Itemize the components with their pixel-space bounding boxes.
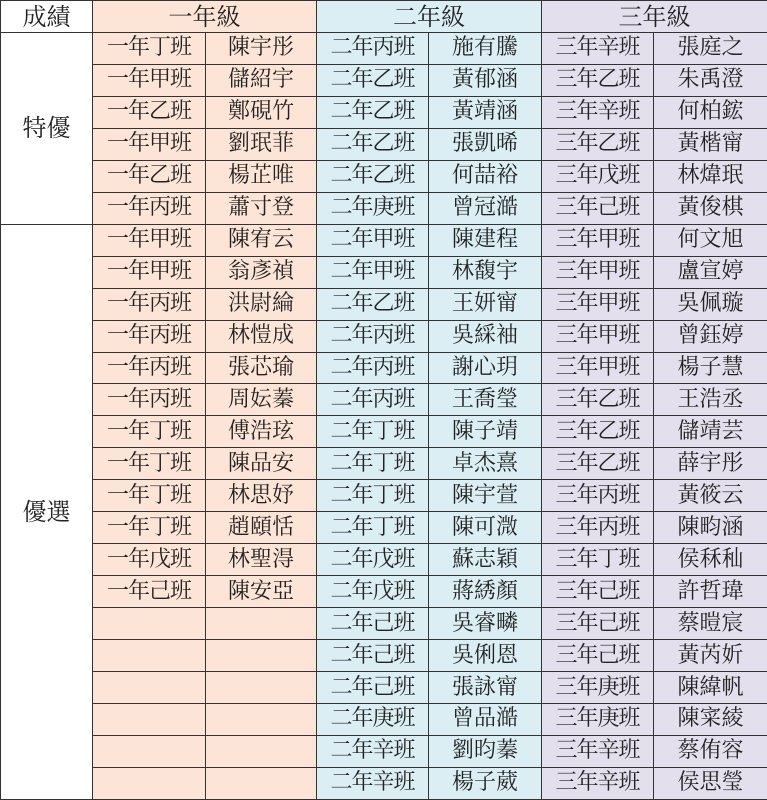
class-cell — [93, 735, 206, 767]
class-cell: 一年丁班 — [93, 448, 206, 480]
class-cell: 三年乙班 — [542, 64, 654, 96]
student-name-cell: 鄭硯竹 — [206, 96, 317, 128]
table-row — [1, 672, 767, 704]
table-row — [1, 767, 767, 799]
class-cell: 二年戊班 — [317, 576, 429, 608]
student-name-cell: 陳安亞 — [206, 576, 317, 608]
student-name-cell: 蔣綉顏 — [429, 576, 542, 608]
class-cell: 一年甲班 — [93, 64, 206, 96]
class-cell: 二年丁班 — [317, 480, 429, 512]
class-cell: 二年乙班 — [317, 64, 429, 96]
class-cell: 三年乙班 — [542, 416, 654, 448]
table-row — [1, 480, 767, 512]
table-body — [1, 33, 767, 800]
student-name-cell: 薛宇彤 — [654, 448, 767, 480]
class-cell: 二年丁班 — [317, 448, 429, 480]
class-cell: 二年甲班 — [317, 256, 429, 288]
student-name-cell: 蔡侑容 — [654, 735, 767, 767]
student-name-cell: 曾品澔 — [429, 704, 542, 736]
class-cell: 三年辛班 — [542, 96, 654, 128]
class-cell: 一年乙班 — [93, 160, 206, 192]
class-cell: 二年乙班 — [317, 128, 429, 160]
student-name-cell — [206, 704, 317, 736]
class-cell: 一年乙班 — [93, 96, 206, 128]
student-name-cell: 謝心玥 — [429, 352, 542, 384]
class-cell: 一年丁班 — [93, 416, 206, 448]
table-row — [1, 33, 767, 65]
class-cell: 一年丙班 — [93, 288, 206, 320]
student-name-cell: 楊芷唯 — [206, 160, 317, 192]
student-name-cell: 吳綵袖 — [429, 320, 542, 352]
student-name-cell: 卓杰熹 — [429, 448, 542, 480]
class-cell: 二年丙班 — [317, 384, 429, 416]
class-cell: 三年己班 — [542, 576, 654, 608]
class-cell: 三年丁班 — [542, 544, 654, 576]
class-cell: 一年丙班 — [93, 320, 206, 352]
class-cell: 三年己班 — [542, 608, 654, 640]
table-row — [1, 608, 767, 640]
class-cell: 二年辛班 — [317, 735, 429, 767]
student-name-cell — [206, 640, 317, 672]
class-cell: 一年甲班 — [93, 128, 206, 160]
class-cell: 二年庚班 — [317, 192, 429, 224]
student-name-cell: 黃楷甯 — [654, 128, 767, 160]
class-cell: 一年戊班 — [93, 544, 206, 576]
class-cell: 三年乙班 — [542, 128, 654, 160]
class-cell — [93, 608, 206, 640]
student-name-cell: 陳宥云 — [206, 224, 317, 256]
table-row — [1, 192, 767, 224]
table-row — [1, 576, 767, 608]
student-name-cell: 蔡暟宸 — [654, 608, 767, 640]
class-cell: 二年丙班 — [317, 352, 429, 384]
class-cell: 三年戊班 — [542, 160, 654, 192]
student-name-cell: 林思妤 — [206, 480, 317, 512]
table-row — [1, 96, 767, 128]
student-name-cell: 劉昀蓁 — [429, 735, 542, 767]
class-cell: 三年甲班 — [542, 224, 654, 256]
class-cell: 三年甲班 — [542, 320, 654, 352]
class-cell: 三年己班 — [542, 192, 654, 224]
table-row — [1, 352, 767, 384]
class-cell: 一年丙班 — [93, 192, 206, 224]
class-cell: 二年乙班 — [317, 96, 429, 128]
header-row — [1, 1, 767, 33]
class-cell: 二年丙班 — [317, 320, 429, 352]
student-name-cell: 張芯瑜 — [206, 352, 317, 384]
student-name-cell: 何柏鋐 — [654, 96, 767, 128]
student-name-cell: 何喆裕 — [429, 160, 542, 192]
class-cell: 三年辛班 — [542, 33, 654, 65]
class-cell: 一年丙班 — [93, 352, 206, 384]
class-cell: 二年己班 — [317, 672, 429, 704]
class-cell: 三年庚班 — [542, 672, 654, 704]
student-name-cell: 趙頤恬 — [206, 512, 317, 544]
student-name-cell — [206, 608, 317, 640]
class-cell: 二年丁班 — [317, 416, 429, 448]
class-cell: 三年乙班 — [542, 448, 654, 480]
student-name-cell: 陳可溦 — [429, 512, 542, 544]
table-row — [1, 224, 767, 256]
class-cell: 二年丁班 — [317, 512, 429, 544]
student-name-cell: 傅浩玹 — [206, 416, 317, 448]
class-cell: 三年庚班 — [542, 704, 654, 736]
table-row — [1, 512, 767, 544]
header-grade-1: 一年級 — [93, 1, 317, 33]
class-cell: 三年辛班 — [542, 735, 654, 767]
student-name-cell: 黃芮妡 — [654, 640, 767, 672]
class-cell — [93, 767, 206, 799]
student-name-cell: 黃俊棋 — [654, 192, 767, 224]
student-name-cell: 張庭之 — [654, 33, 767, 65]
class-cell: 三年甲班 — [542, 352, 654, 384]
student-name-cell: 王妍甯 — [429, 288, 542, 320]
table-row — [1, 448, 767, 480]
class-cell: 三年乙班 — [542, 384, 654, 416]
class-cell: 二年己班 — [317, 640, 429, 672]
table-row — [1, 735, 767, 767]
student-name-cell: 侯思瑩 — [654, 767, 767, 799]
class-cell: 二年己班 — [317, 608, 429, 640]
header-grade-2: 二年級 — [317, 1, 542, 33]
class-cell — [93, 672, 206, 704]
student-name-cell: 曾冠澔 — [429, 192, 542, 224]
class-cell: 三年丙班 — [542, 480, 654, 512]
table-row — [1, 128, 767, 160]
student-name-cell: 王喬瑩 — [429, 384, 542, 416]
student-name-cell: 陳緯帆 — [654, 672, 767, 704]
student-name-cell: 黃靖涵 — [429, 96, 542, 128]
tier-label: 優選 — [1, 224, 93, 799]
student-name-cell: 翁彥禎 — [206, 256, 317, 288]
header-grade-3: 三年級 — [542, 1, 767, 33]
class-cell — [93, 640, 206, 672]
student-name-cell — [206, 767, 317, 799]
student-name-cell: 施有騰 — [429, 33, 542, 65]
class-cell: 一年丁班 — [93, 480, 206, 512]
student-name-cell: 張凱晞 — [429, 128, 542, 160]
class-cell: 二年丙班 — [317, 33, 429, 65]
student-name-cell — [206, 672, 317, 704]
student-name-cell: 林馥宇 — [429, 256, 542, 288]
student-name-cell: 黃筱云 — [654, 480, 767, 512]
class-cell: 一年丁班 — [93, 512, 206, 544]
student-name-cell: 吳俐恩 — [429, 640, 542, 672]
student-name-cell: 侯秝秈 — [654, 544, 767, 576]
student-name-cell: 朱禹澄 — [654, 64, 767, 96]
class-cell: 一年甲班 — [93, 256, 206, 288]
student-name-cell: 林聖淂 — [206, 544, 317, 576]
class-cell: 二年甲班 — [317, 224, 429, 256]
class-cell: 二年乙班 — [317, 160, 429, 192]
student-name-cell: 楊子葳 — [429, 767, 542, 799]
table-row — [1, 64, 767, 96]
student-name-cell: 張詠甯 — [429, 672, 542, 704]
table-row — [1, 544, 767, 576]
student-name-cell: 陳品安 — [206, 448, 317, 480]
header-category: 成績 — [1, 1, 93, 33]
student-name-cell: 何文旭 — [654, 224, 767, 256]
student-name-cell: 許哲瑋 — [654, 576, 767, 608]
class-cell: 二年庚班 — [317, 704, 429, 736]
student-name-cell: 陳宇萱 — [429, 480, 542, 512]
table-row — [1, 640, 767, 672]
class-cell: 一年己班 — [93, 576, 206, 608]
student-name-cell: 陳宇彤 — [206, 33, 317, 65]
student-name-cell: 儲紹宇 — [206, 64, 317, 96]
student-name-cell: 周妘蓁 — [206, 384, 317, 416]
table-row — [1, 256, 767, 288]
student-name-cell — [206, 735, 317, 767]
student-name-cell: 洪尉綸 — [206, 288, 317, 320]
class-cell: 三年丙班 — [542, 512, 654, 544]
class-cell: 三年己班 — [542, 640, 654, 672]
student-name-cell: 陳子靖 — [429, 416, 542, 448]
table-row — [1, 320, 767, 352]
student-name-cell: 王浩丞 — [654, 384, 767, 416]
student-name-cell: 陳畇涵 — [654, 512, 767, 544]
class-cell: 二年戊班 — [317, 544, 429, 576]
class-cell: 三年甲班 — [542, 288, 654, 320]
table-row — [1, 288, 767, 320]
student-name-cell: 林煒珉 — [654, 160, 767, 192]
student-name-cell: 蕭寸登 — [206, 192, 317, 224]
table-row — [1, 416, 767, 448]
student-name-cell: 曾鈺婷 — [654, 320, 767, 352]
class-cell: 二年乙班 — [317, 288, 429, 320]
table-row — [1, 160, 767, 192]
student-name-cell: 吳佩璇 — [654, 288, 767, 320]
student-name-cell: 楊子慧 — [654, 352, 767, 384]
student-name-cell: 儲靖芸 — [654, 416, 767, 448]
tier-label: 特優 — [1, 33, 93, 225]
student-name-cell: 陳寀綾 — [654, 704, 767, 736]
student-name-cell: 蘇志穎 — [429, 544, 542, 576]
class-cell: 三年甲班 — [542, 256, 654, 288]
class-cell: 三年辛班 — [542, 767, 654, 799]
class-cell: 一年丁班 — [93, 33, 206, 65]
class-cell: 一年甲班 — [93, 224, 206, 256]
student-name-cell: 陳建程 — [429, 224, 542, 256]
class-cell — [93, 704, 206, 736]
table-row — [1, 384, 767, 416]
student-name-cell: 吳睿疄 — [429, 608, 542, 640]
student-name-cell: 黃郁涵 — [429, 64, 542, 96]
class-cell: 一年丙班 — [93, 384, 206, 416]
table-row — [1, 704, 767, 736]
student-name-cell: 劉珉菲 — [206, 128, 317, 160]
student-name-cell: 林愷成 — [206, 320, 317, 352]
class-cell: 二年辛班 — [317, 767, 429, 799]
student-name-cell: 盧宣婷 — [654, 256, 767, 288]
